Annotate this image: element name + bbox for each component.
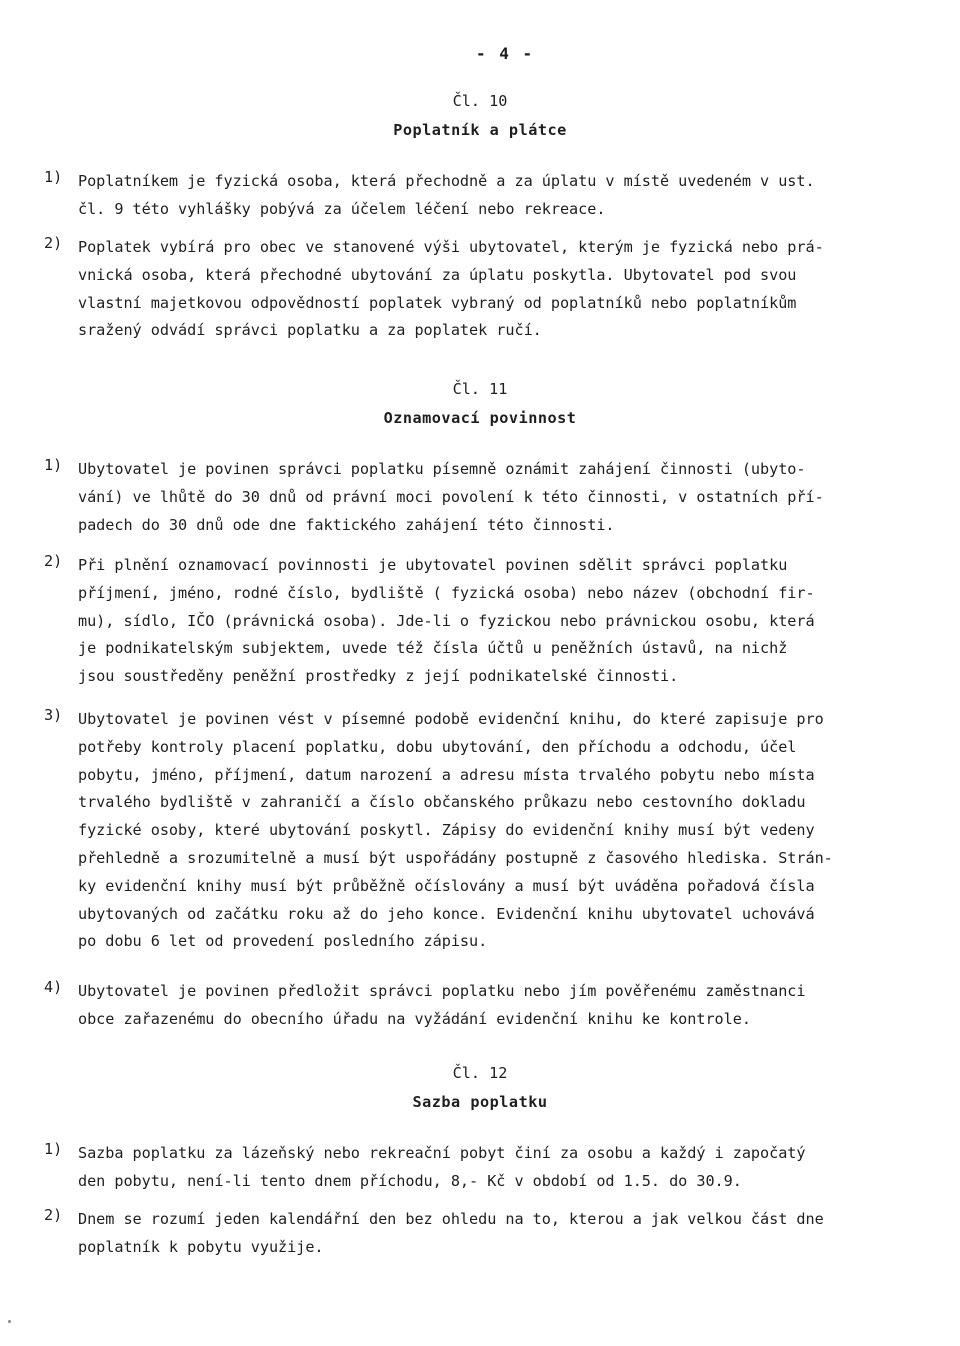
paragraph-line: Ubytovatel je povinen správci poplatku písemně oznámit zahájení činnosti (ubyto- <box>78 460 806 478</box>
paragraph-number: 1) <box>44 168 63 186</box>
paragraph-line: Sazba poplatku za lázeňský nebo rekreační pobyt činí za osobu a každý i započatý <box>78 1144 806 1162</box>
paragraph-line: pobytu, jméno, příjmení, datum narození a adresu místa trvalého pobytu nebo místa <box>78 765 815 784</box>
article-12-title: Sazba poplatku <box>412 1093 548 1111</box>
paragraph-line: jsou soustředěny peněžní prostředky z její podnikatelské činnosti. <box>78 667 679 686</box>
paragraph-line: Ubytovatel je povinen předložit správci poplatku nebo jím pověřenému zaměstnanci <box>78 982 806 1000</box>
paragraph-line: vlastní majetkovou odpovědností poplatek vybraný od poplatníků nebo poplatníkům <box>78 293 797 312</box>
paragraph-line: Při plnění oznamovací povinnosti je ubytovatel povinen sdělit správci poplatku <box>78 556 788 574</box>
scan-speck <box>8 1320 11 1323</box>
paragraph-line: přehledně a srozumitelně a musí být uspořádány postupně z časového hlediska. Strán- <box>78 848 833 867</box>
paragraph-line: Poplatníkem je fyzická osoba, která přechodně a za úplatu v místě uvedeném v ust. <box>78 172 815 190</box>
paragraph-number: 2) <box>44 1206 63 1224</box>
article-10-number: Čl. 10 <box>452 92 508 110</box>
paragraph-line: trvalého bydliště v zahraničí a číslo občanského průkazu nebo cestovního dokladu <box>78 793 806 812</box>
paragraph-line: obce zařazenému do obecního úřadu na vyžádání evidenční knihu ke kontrole. <box>78 1009 751 1028</box>
article-11-number: Čl. 11 <box>452 380 508 398</box>
paragraph-number: 2) <box>44 234 63 252</box>
page-number: - 4 - <box>476 44 535 63</box>
paragraph-line: Ubytovatel je povinen vést v písemné podobě evidenční knihu, do které zapisuje pro <box>78 710 824 728</box>
paragraph-number: 2) <box>44 552 63 570</box>
article-11-paragraph-1 <box>44 456 904 540</box>
paragraph-line: padech do 30 dnů ode dne faktického zahájení této činnosti. <box>78 515 615 534</box>
article-11-paragraph-2 <box>44 552 904 692</box>
paragraph-line: Poplatek vybírá pro obec ve stanovené výši ubytovatel, kterým je fyzická nebo prá- <box>78 238 824 256</box>
article-12-number: Čl. 12 <box>452 1064 508 1082</box>
paragraph-line: ubytovaných od začátku roku až do jeho konce. Evidenční knihu ubytovatel uchovává <box>78 904 815 923</box>
paragraph-line: mu), sídlo, IČO (právnická osoba). Jde-li o fyzickou nebo právnickou osobu, která <box>78 611 815 630</box>
paragraph-number: 4) <box>44 978 63 996</box>
paragraph-line: Dnem se rozumí jeden kalendářní den bez ohledu na to, kterou a jak velkou část dne <box>78 1210 824 1228</box>
paragraph-line: ky evidenční knihy musí být průběžně očíslovány a musí být uváděna pořadová čísla <box>78 876 815 895</box>
paragraph-line: vání) ve lhůtě do 30 dnů od právní moci povolení k této činnosti, v ostatních pří- <box>78 487 824 506</box>
article-11-paragraph-3 <box>44 706 904 958</box>
article-12-paragraph-1 <box>44 1140 904 1196</box>
paragraph-line: sražený odvádí správci poplatku a za poplatek ručí. <box>78 321 542 340</box>
article-10-paragraph-1 <box>44 168 904 224</box>
paragraph-line: je podnikatelským subjektem, uvede též čísla účtů u peněžních ústavů, na nichž <box>78 639 788 658</box>
paragraph-line: čl. 9 této vyhlášky pobývá za účelem léčení nebo rekreace. <box>78 199 606 218</box>
paragraph-line: den pobytu, není-li tento dnem příchodu, 8,- Kč v období od 1.5. do 30.9. <box>78 1171 742 1190</box>
paragraph-line: fyzické osoby, které ubytování poskytl. Zápisy do evidenční knihy musí být vedeny <box>78 821 815 840</box>
article-10-title: Poplatník a plátce <box>393 121 567 139</box>
paragraph-line: potřeby kontroly placení poplatku, dobu ubytování, den příchodu a odchodu, účel <box>78 737 797 756</box>
paragraph-line: příjmení, jméno, rodné číslo, bydliště ( fyzická osoba) nebo název (obchodní fir- <box>78 583 815 602</box>
article-10-paragraph-2 <box>44 234 904 346</box>
paragraph-line: vnická osoba, která přechodné ubytování za úplatu poskytla. Ubytovatel pod svou <box>78 265 797 284</box>
article-11-title: Oznamovací povinnost <box>383 409 577 427</box>
paragraph-number: 1) <box>44 1140 63 1158</box>
paragraph-number: 1) <box>44 456 63 474</box>
paragraph-number: 3) <box>44 706 63 724</box>
article-11-paragraph-4 <box>44 978 904 1034</box>
paragraph-line: po dobu 6 let od provedení posledního zápisu. <box>78 932 488 951</box>
article-12-paragraph-2 <box>44 1206 904 1262</box>
paragraph-line: poplatník k pobytu využije. <box>78 1237 324 1256</box>
